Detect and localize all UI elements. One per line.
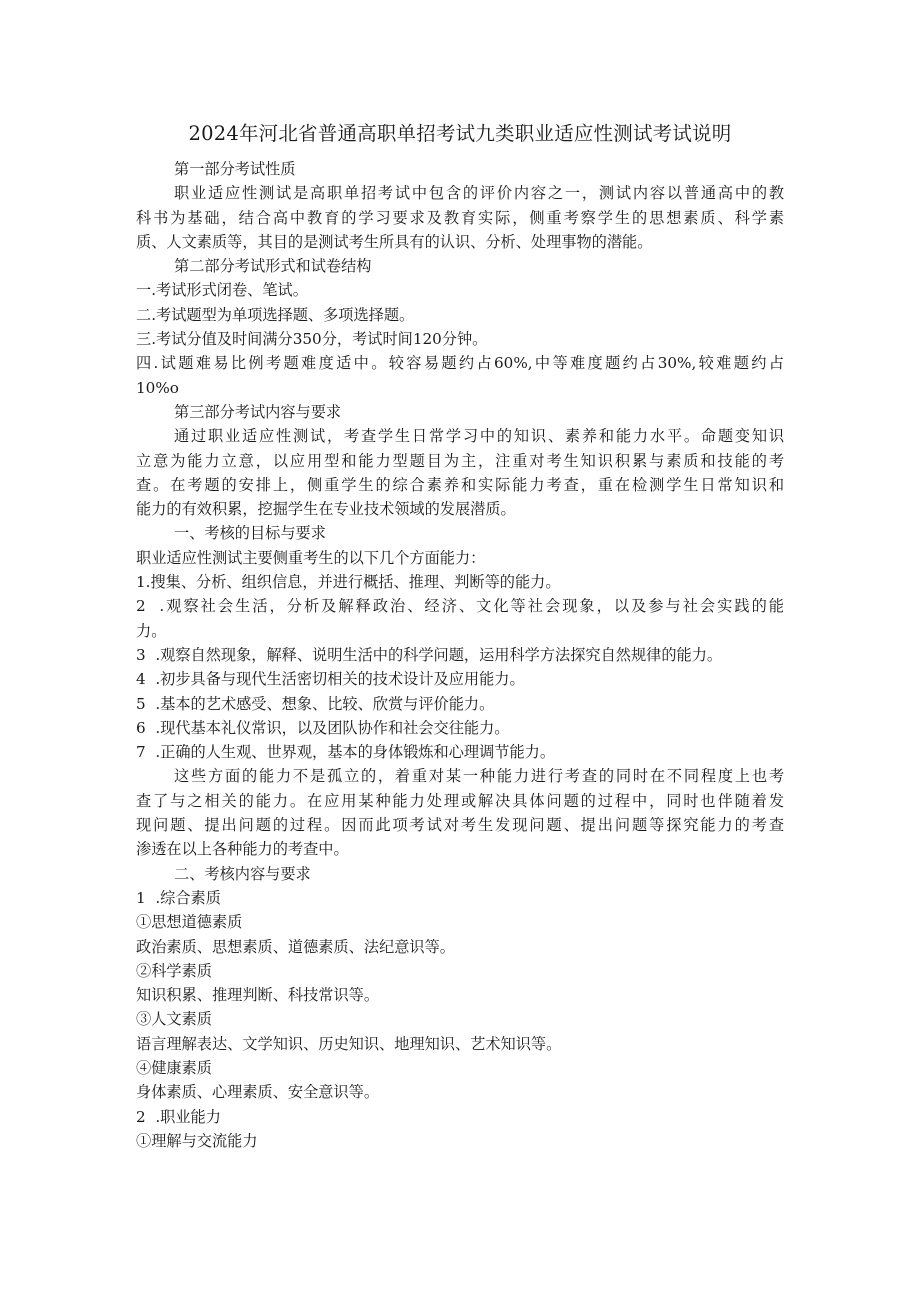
- list-item: ①理解与交流能力: [136, 1131, 258, 1150]
- paragraph-line: 职业适应性测试是高职单招考试中包含的评价内容之一，测试内容以普通高中的教: [174, 184, 784, 203]
- section-heading: 第三部分考试内容与要求: [174, 402, 342, 421]
- subsection-heading: 一、考核的目标与要求: [174, 524, 326, 543]
- list-item: 6 .现代基本礼仪常识，以及团队协作和社会交往能力。: [136, 718, 510, 737]
- paragraph-line: 查了与之相关的能力。在应用某种能力处理或解决具体问题的过程中，同时也伴随着发: [136, 791, 784, 810]
- list-item: ③人文素质: [136, 1010, 212, 1029]
- paragraph-line: 这些方面的能力不是孤立的，着重对某一种能力进行考查的同时在不同程度上也考: [174, 767, 784, 786]
- list-item: 三.考试分值及时间满分350分，考试时间120分钟。: [136, 330, 488, 349]
- section-heading: 第一部分考试性质: [174, 160, 296, 178]
- paragraph-line: 政治素质、思想素质、道德素质、法纪意识等。: [136, 937, 455, 956]
- list-item: 7 .正确的人生观、世界观，基本的身体锻炼和心理调节能力。: [136, 743, 556, 762]
- list-item: 4 .初步具备与现代生活密切相关的技术设计及应用能力。: [136, 670, 525, 689]
- subsection-heading: 二、考核内容与要求: [174, 864, 311, 883]
- list-item: 一.考试形式闭卷、笔试。: [136, 281, 308, 300]
- paragraph-line: 知识积累、推理判断、科技常识等。: [136, 986, 379, 1005]
- list-item: ④健康素质: [136, 1058, 212, 1077]
- paragraph-line: 语言理解表达、文学知识、历史知识、地理知识、艺术知识等。: [136, 1034, 562, 1053]
- section-heading: 第二部分考试形式和试卷结构: [174, 257, 372, 276]
- list-item: 1.搜集、分析、组织信息，并进行概括、推理、判断等的能力。: [136, 573, 561, 592]
- paragraph-line: 通过职业适应性测试，考查学生日常学习中的知识、素养和能力水平。命题变知识: [174, 427, 784, 446]
- paragraph-line: 立意为能力立意，以应用型和能力型题目为主，注重对考生知识积累与素质和技能的考: [136, 451, 784, 470]
- document-title: 2024年河北省普通高职单招考试九类职业适应性测试考试说明: [188, 122, 732, 145]
- list-item: ②科学素质: [136, 961, 212, 980]
- list-item: 5 .基本的艺术感受、想象、比较、欣赏与评价能力。: [136, 694, 495, 713]
- list-item: 3 .观察自然现象，解释、说明生活中的科学问题，运用科学方法探究自然规律的能力。: [136, 645, 723, 664]
- list-item: 2 .职业能力: [136, 1107, 221, 1126]
- paragraph-line: 质、人文素质等，其目的是测试考生所具有的认识、分析、处理事物的潜能。: [136, 232, 653, 251]
- list-item: 二.考试题型为单项选择题、多项选择题。: [136, 305, 415, 324]
- paragraph-line: 身体素质、心理素质、安全意识等。: [136, 1083, 379, 1102]
- paragraph-line: 能力的有效积累，挖掘学生在专业技术领域的发展潜质。: [136, 500, 516, 519]
- paragraph-line: 科书为基础，结合高中教育的学习要求及教育实际，侧重考察学生的思想素质、科学素: [136, 208, 784, 227]
- list-item: 1 .综合素质: [136, 888, 221, 907]
- document-body: [136, 157, 784, 1153]
- list-item: 10%o: [136, 378, 179, 397]
- list-item: ①思想道德素质: [136, 913, 243, 932]
- list-item: 2 .观察社会生活，分析及解释政治、经济、文化等社会现象，以及参与社会实践的能: [136, 597, 784, 616]
- paragraph-line: 渗透在以上各种能力的考查中。: [136, 840, 349, 859]
- paragraph-line: 现问题、提出问题的过程。因而此项考试对考生发现问题、提出问题等探究能力的考查: [136, 816, 784, 835]
- paragraph-line: 职业适应性测试主要侧重考生的以下几个方面能力：: [136, 548, 486, 567]
- paragraph-line: 查。在考题的安排上，侧重学生的综合素养和实际能力考查，重在检测学生日常知识和: [136, 475, 784, 494]
- list-item: 力。: [136, 621, 167, 640]
- list-item: 四.试题难易比例考题难度适中。较容易题约占60%,中等难度题约占30%,较难题约占: [136, 354, 784, 373]
